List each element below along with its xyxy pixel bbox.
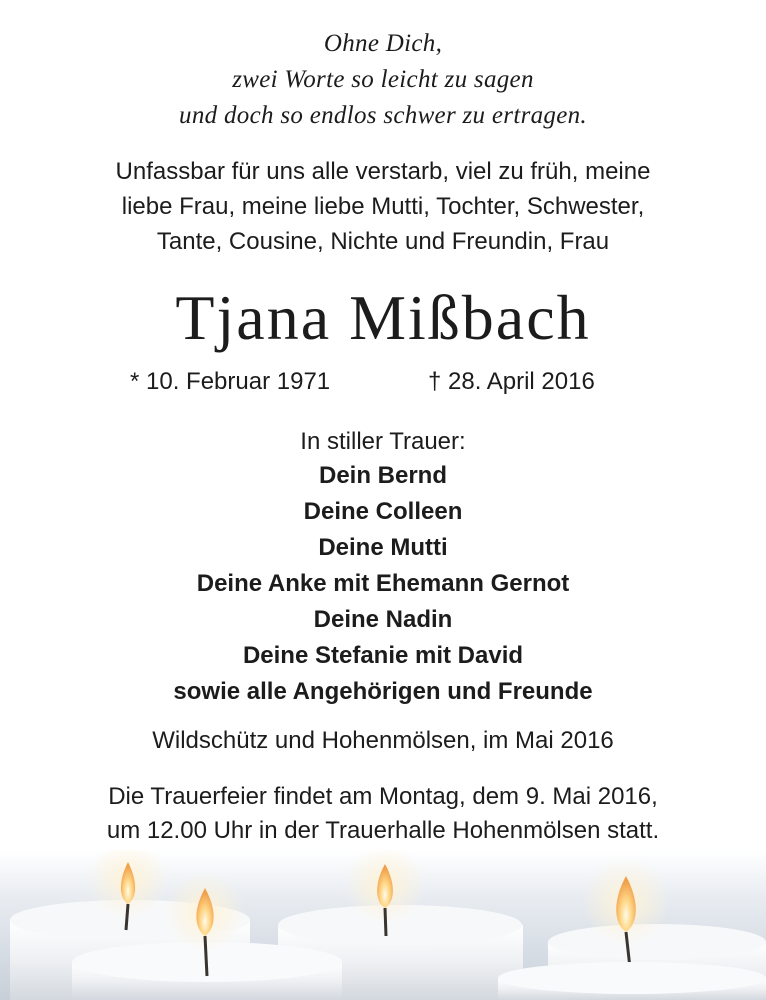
deceased-name: Tjana Mißbach	[175, 282, 591, 353]
poem-line: und doch so endlos schwer zu ertragen.	[179, 102, 587, 129]
poem-line: zwei Worte so leicht zu sagen	[232, 66, 534, 93]
intro-text	[0, 154, 766, 259]
mourner: Deine Stefanie mit David	[242, 642, 524, 669]
ceremony-line: Die Trauerfeier findet am Montag, dem 9. Mai 2016,	[108, 783, 658, 810]
intro-line: liebe Frau, meine liebe Mutti, Tochter, Schwester,	[121, 193, 645, 220]
mourner: sowie alle Angehörigen und Freunde	[173, 678, 593, 705]
death-date: † 28. April 2016	[428, 368, 595, 395]
mourning-heading: In stiller Trauer:	[300, 428, 466, 455]
intro-line: Tante, Cousine, Nichte und Freundin, Frau	[156, 228, 610, 255]
ceremony-info	[0, 780, 766, 848]
poem	[0, 26, 766, 134]
place-date: Wildschütz und Hohenmölsen, im Mai 2016	[152, 727, 614, 754]
mourner: Deine Nadin	[313, 606, 453, 633]
mourner: Deine Mutti	[318, 534, 448, 561]
intro-line: Unfassbar für uns alle verstarb, viel zu früh, meine	[115, 158, 651, 185]
mourner: Dein Bernd	[318, 462, 447, 489]
mourner: Deine Colleen	[303, 498, 463, 525]
mourners-list	[0, 458, 766, 710]
candles-image	[0, 850, 766, 1000]
birth-date: * 10. Februar 1971	[130, 368, 331, 395]
poem-line: Ohne Dich,	[323, 30, 443, 57]
candle-front-right	[498, 962, 766, 1000]
mourner: Deine Anke mit Ehemann Gernot	[196, 570, 570, 597]
ceremony-line: um 12.00 Uhr in der Trauerhalle Hohenmölsen statt.	[106, 817, 660, 844]
